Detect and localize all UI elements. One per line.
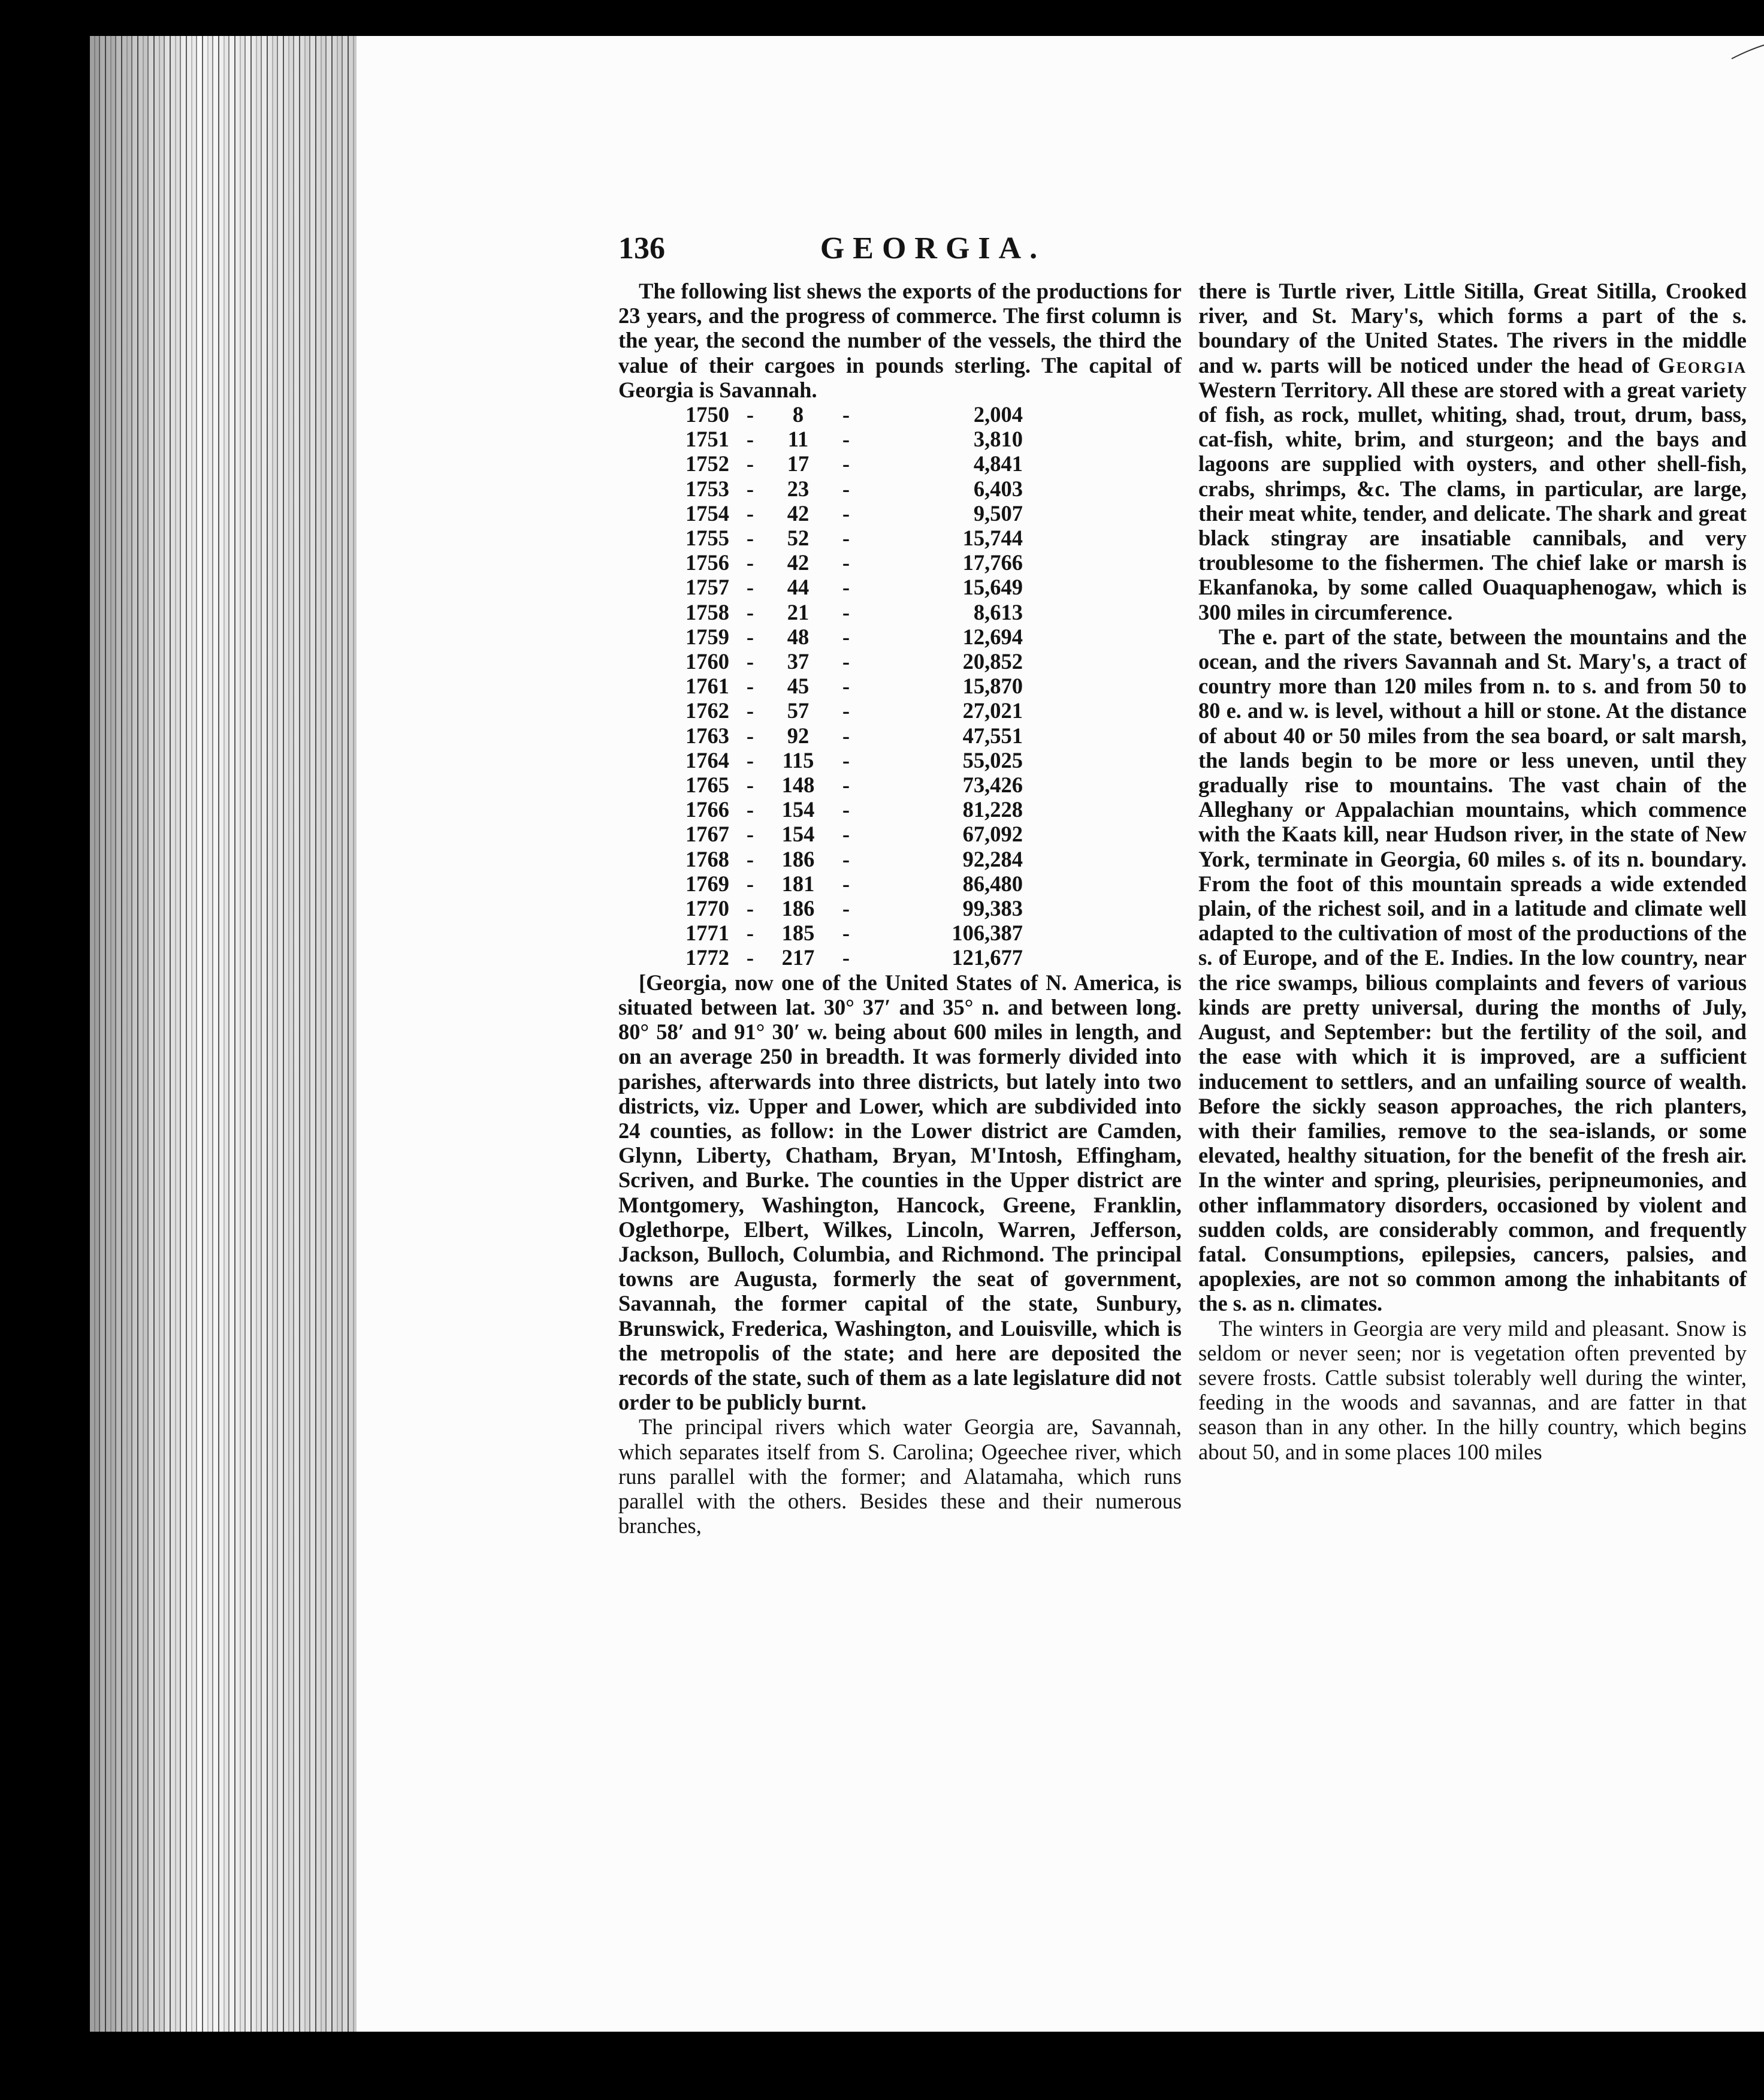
paragraph-climate: The e. part of the state, between the mountains and the ocean, and the rivers Savannah and St. Mary's, a tract of country more than 120 miles from n. to s. and from 50 to 80 e. and w. is level, without a hill or stone. At the distance of about 40 or 50 miles from the sea board, or salt marsh, the lands begin to be more or less uneven, until they gradually rise to mountains. The vast chain of the Alleghany or Appalachian mountains, which commence with the Kaats kill, near Hudson river, in the state of New York, terminate in Georgia, 60 miles s. of its n. boundary. From the foot of this mountain spreads a wide extended plain, of the richest soil, and in a latitude and climate well adapted to the cultivation of most of the productions of the s. of Europe, and of the E. Indies. In the low country, near the rice swamps, bilious complaints and fevers of various kinds are pretty universal, during the months of July, August, and September: but the fertility of the soil, and the ease with which it is improved, are a sufficient inducement to settlers, and an unfailing source of wealth. Before the sickly season approaches, the rich planters, with their families, remove to the sea-islands, or some elevated, healthy situation, for the benefit of the fresh air. In the winter and spring, pleurisies, peripneumonies, and other inflammatory disorders, occasioned by violent and sudden colds, are considerably common, and frequently fatal. Consumptions, epilepsies, cancers, palsies, and apoplexies, are not so common among the inhabitants of the s. as n. climates. [1198,624,1747,1316]
exports-table-body [618,402,1023,970]
export-row [618,402,1023,427]
export-year: 1752 [685,451,729,476]
export-vessels: 154 [781,822,815,847]
export-year: 1765 [685,773,729,798]
export-row [618,723,1023,748]
dash-separator: - [746,698,754,723]
export-value: 27,021 [962,698,1023,723]
export-row [618,797,1023,822]
export-vessels: 186 [781,846,815,871]
export-year: 1762 [685,698,729,723]
export-vessels: 92 [787,723,809,748]
export-row [618,945,1023,970]
export-value: 99,383 [962,896,1023,921]
export-vessels: 217 [781,945,815,970]
export-value: 86,480 [962,871,1023,896]
export-row [618,624,1023,649]
export-year: 1761 [685,674,729,699]
export-year: 1766 [685,797,729,822]
export-year: 1763 [685,723,729,748]
export-row [618,600,1023,624]
export-year: 1754 [685,500,729,526]
dash-separator: - [842,921,850,946]
dash-separator: - [842,747,850,773]
export-row [618,822,1023,846]
dash-separator: - [842,723,850,748]
export-vessels: 57 [787,698,809,723]
dash-separator: - [842,822,850,847]
dash-separator: - [746,402,754,427]
export-value: 15,649 [962,575,1023,600]
export-row [618,575,1023,599]
export-row [618,871,1023,896]
export-row [618,773,1023,797]
dash-separator: - [842,599,850,624]
export-vessels: 8 [792,402,804,427]
export-year: 1756 [685,550,729,575]
export-vessels: 21 [787,599,809,624]
export-row [618,674,1023,698]
export-value: 4,841 [973,451,1023,476]
export-value: 92,284 [962,846,1023,871]
export-value: 6,403 [973,476,1023,501]
paragraph-winters: The winters in Georgia are very mild and pleasant. Snow is seldom or never seen; nor is vegetation often prevented by severe frosts. Cattle subsist tolerably well during the winter, feeding in the woods and savannas, and are fatter in that season than in any other. In the hilly country, which begins about 50, and in some places 100 miles [1198,1315,1747,1464]
dash-separator: - [842,674,850,699]
export-year: 1768 [685,846,729,871]
export-row [618,501,1023,526]
dash-separator: - [746,871,754,896]
dash-separator: - [842,575,850,600]
paragraph-rivers: The principal rivers which water Georgia are, Savannah, which separates itself from S. Carolina; Ogeechee river, which runs parallel with the former; and Alatamaha, which runs parallel with the others. Besides these and their numerous branches, [618,1414,1182,1538]
export-vessels: 44 [787,575,809,600]
export-vessels: 181 [781,871,815,896]
dash-separator: - [842,500,850,526]
dash-separator: - [746,846,754,871]
dash-separator: - [746,451,754,476]
dash-separator: - [842,797,850,822]
dash-separator: - [842,896,850,921]
export-year: 1755 [685,526,729,551]
dash-separator: - [842,871,850,896]
export-year: 1771 [685,921,729,946]
export-row [618,847,1023,871]
paragraph-georgia-description: [Georgia, now one of the United States of N. America, is situated between lat. 30° 37′ and 35° n. and between long. 80° 58′ and 91° 30′ w. being about 600 miles in length, and on an average 250 in breadth. It was formerly divided into parishes, afterwards into three districts, but lately into two districts, viz. Upper and Lower, which are subdivided into 24 counties, as follow: in the Lower district are Camden, Glynn, Liberty, Chatham, Bryan, M'Intosh, Effingham, Scriven, and Burke. The counties in the Upper district are Montgomery, Washington, Hancock, Greene, Franklin, Oglethorpe, Elbert, Wilkes, Lincoln, Warren, Jefferson, Jackson, Bulloch, Columbia, and Richmond. The principal towns are Augusta, formerly the seat of government, Savannah, the former capital of the state, Sunbury, Brunswick, Frederica, Washington, and Louisville, which is the metropolis of the state; and here are deposited the records of the state, such of them as a late legislature did not order to be publicly burnt. [618,970,1182,1415]
export-vessels: 148 [781,773,815,798]
export-year: 1760 [685,649,729,674]
export-value: 9,507 [973,500,1023,526]
export-value: 55,025 [962,747,1023,773]
georgia-small-caps: Georgia [1658,352,1747,378]
export-vessels: 115 [782,747,814,773]
export-value: 2,004 [973,402,1023,427]
export-row [618,748,1023,773]
export-year: 1751 [685,427,729,452]
export-vessels: 48 [787,624,809,649]
dash-separator: - [746,747,754,773]
dash-separator: - [746,599,754,624]
export-value: 12,694 [962,624,1023,649]
dash-separator: - [842,945,850,970]
export-vessels: 186 [781,896,815,921]
dash-separator: - [746,476,754,501]
dash-separator: - [746,674,754,699]
dash-separator: - [746,773,754,798]
dash-separator: - [746,575,754,600]
dash-separator: - [842,476,850,501]
export-value: 20,852 [962,649,1023,674]
dash-separator: - [746,797,754,822]
export-row [618,649,1023,674]
export-year: 1772 [685,945,729,970]
export-vessels: 185 [781,921,815,946]
dash-separator: - [746,624,754,649]
export-year: 1770 [685,896,729,921]
dash-separator: - [746,921,754,946]
rivers-fish-text-b: Western Territory. All these are stored with a great variety of fish, as rock, mullet, whiting, shad, trout, drum, bass, cat-fish, white, brim, and sturgeon; and the bays and lagoons are supplied with oysters, and other shell-fish, crabs, shrimps, &c. The clams, in particular, are large, their meat white, tender, and delicate. The shark and great black stingray are insatiable cannibals, and very troublesome to the fishermen. The chief lake or marsh is Ekanfanoka, by some called Ouaquaphenogaw, which is 300 miles in circumference. [1198,377,1747,624]
exports-table [618,402,1023,970]
export-row [618,896,1023,921]
export-value: 8,613 [973,599,1023,624]
export-value: 15,870 [962,674,1023,699]
export-year: 1758 [685,599,729,624]
export-value: 17,766 [962,550,1023,575]
dash-separator: - [746,822,754,847]
dash-separator: - [842,649,850,674]
left-column [618,279,1182,1538]
export-year: 1750 [685,402,729,427]
export-row [618,550,1023,575]
export-row [618,526,1023,550]
export-value: 15,744 [962,526,1023,551]
dash-separator: - [842,550,850,575]
export-vessels: 42 [787,550,809,575]
export-value: 73,426 [962,773,1023,798]
export-year: 1759 [685,624,729,649]
export-year: 1767 [685,822,729,847]
page-number: 136 [618,231,665,265]
export-value: 106,387 [952,921,1023,946]
book-page-edges [90,36,360,2032]
export-row [618,476,1023,501]
dash-separator: - [842,451,850,476]
export-vessels: 37 [787,649,809,674]
export-vessels: 52 [787,526,809,551]
dash-separator: - [842,526,850,551]
dash-separator: - [746,427,754,452]
dash-separator: - [746,649,754,674]
dash-separator: - [842,698,850,723]
intro-paragraph: The following list shews the exports of the productions for 23 years, and the progress of commerce. The first column is the year, the second the number of the vessels, the third the value of their cargoes in pounds sterling. The capital of Georgia is Savannah. [618,279,1182,402]
export-vessels: 45 [787,674,809,699]
dash-separator: - [842,624,850,649]
dash-separator: - [842,402,850,427]
dash-separator: - [746,945,754,970]
export-vessels: 154 [781,797,815,822]
export-vessels: 23 [787,476,809,501]
export-year: 1757 [685,575,729,600]
dash-separator: - [746,550,754,575]
export-vessels: 17 [787,451,809,476]
page-header [618,231,1248,273]
export-vessels: 11 [787,427,809,452]
right-column [1198,279,1747,1464]
export-value: 47,551 [962,723,1023,748]
dash-separator: - [842,773,850,798]
export-row [618,921,1023,945]
export-year: 1764 [685,747,729,773]
dash-separator: - [842,427,850,452]
export-value: 3,810 [973,427,1023,452]
export-value: 121,677 [952,945,1023,970]
export-row [618,451,1023,476]
export-year: 1769 [685,871,729,896]
dash-separator: - [746,723,754,748]
export-year: 1753 [685,476,729,501]
dash-separator: - [746,500,754,526]
corner-pen-mark [1729,36,1764,60]
export-value: 67,092 [962,822,1023,847]
paragraph-rivers-fish [1198,279,1747,624]
export-value: 81,228 [962,797,1023,822]
export-vessels: 42 [787,500,809,526]
dash-separator: - [842,846,850,871]
export-row [618,427,1023,451]
dash-separator: - [746,896,754,921]
rivers-fish-text-a: there is Turtle river, Little Sitilla, Great Sitilla, Crooked river, and St. Mary's, which forms a part of the s. boundary of the United States. The rivers in the middle and w. parts will be noticed under the head of [1198,279,1747,378]
dash-separator: - [746,526,754,551]
running-title: GEORGIA. [820,231,1046,265]
export-row [618,698,1023,723]
